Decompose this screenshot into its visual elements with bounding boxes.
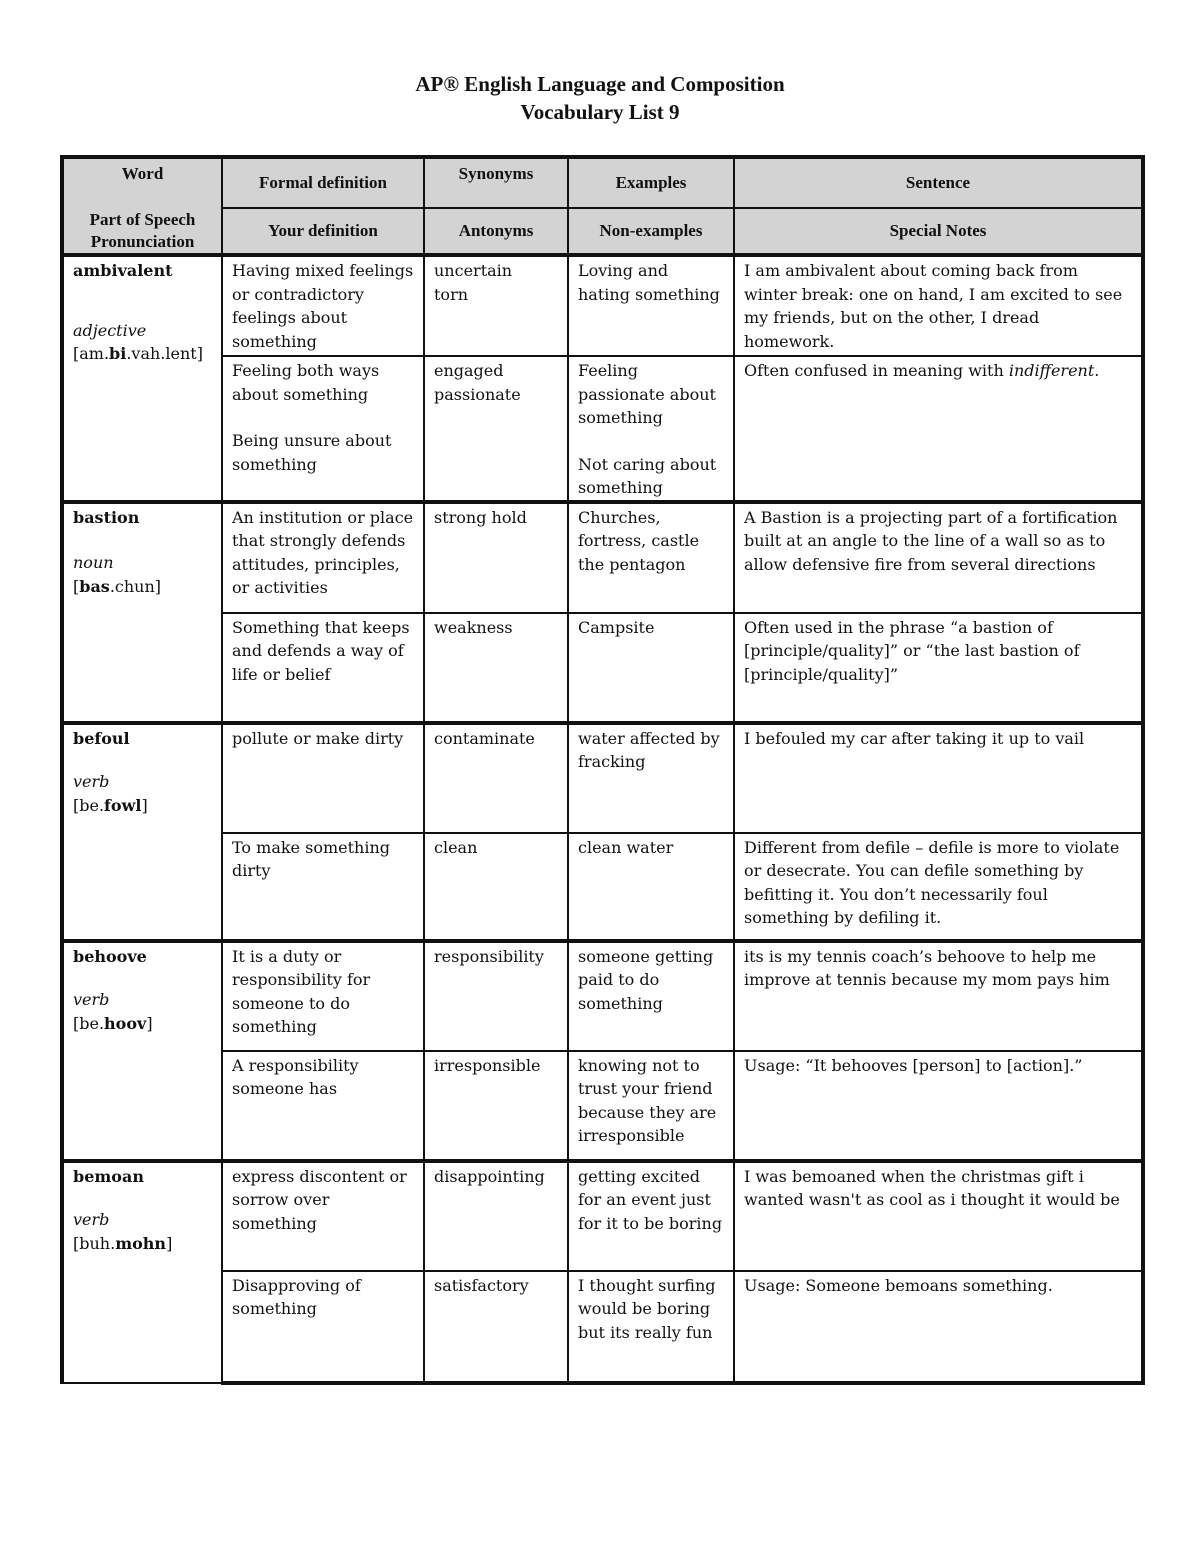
your-definition-text: Feeling both ways about something: [232, 361, 380, 404]
non-examples-cell: [568, 356, 734, 502]
sentence-cell: A Bastion is a projecting part of a fortification built at an angle to the line of a wall so as to allow defensive fire from several directions: [734, 502, 1143, 613]
your-definition-text: Being unsure about something: [232, 431, 392, 474]
header-antonyms: Antonyms: [424, 208, 568, 255]
your-definition-cell: Disapproving of something: [222, 1271, 424, 1383]
header-synonyms: Synonyms: [424, 157, 568, 208]
your-definition-cell: To make something dirty: [222, 833, 424, 941]
your-definition-cell: A responsibility someone has: [222, 1051, 424, 1161]
formal-definition-cell: An institution or place that strongly defends attitudes, principles, or activities: [222, 502, 424, 613]
table-row: [62, 502, 1143, 613]
examples-cell: someone getting paid to do something: [568, 941, 734, 1051]
examples-cell: water affected by fracking: [568, 723, 734, 833]
non-examples-cell: Campsite: [568, 613, 734, 723]
header-word: [62, 157, 222, 255]
synonyms-cell: responsibility: [424, 941, 568, 1051]
synonyms-cell: contaminate: [424, 723, 568, 833]
table-row: [62, 613, 1143, 723]
table-row: [62, 1161, 1143, 1271]
non-examples-cell: I thought surfing would be boring but its really fun: [568, 1271, 734, 1383]
header-pos-pron-label: Part of Speech Pronunciation: [89, 210, 196, 251]
vocab-word: bemoan: [73, 1166, 144, 1186]
table-row: [62, 255, 1143, 356]
header-your-definition: Your definition: [222, 208, 424, 255]
your-definition-cell: [222, 356, 424, 502]
table-row: [62, 1051, 1143, 1161]
document-title: AP® English Language and Composition: [415, 72, 785, 96]
examples-cell: Loving and hating something: [568, 255, 734, 356]
antonyms-cell: engaged passionate: [424, 356, 568, 502]
your-definition-cell: Something that keeps and defends a way of life or belief: [222, 613, 424, 723]
synonyms-cell: uncertain torn: [424, 255, 568, 356]
formal-definition-cell: Having mixed feelings or contradictory feelings about something: [222, 255, 424, 356]
word-cell: [62, 941, 222, 1161]
sentence-cell: I am ambivalent about coming back from winter break: one on hand, I am excited to see my friends, but on the other, I dread homework.: [734, 255, 1143, 356]
pronunciation: [buh.mohn]: [73, 1233, 173, 1253]
special-notes-cell: Usage: “It behooves [person] to [action].”: [734, 1051, 1143, 1161]
word-cell: [62, 723, 222, 941]
sentence-cell: I was bemoaned when the christmas gift i wanted wasn't as cool as i thought it would be: [734, 1161, 1143, 1271]
part-of-speech: noun: [73, 553, 114, 572]
non-example-text: Not caring about something: [578, 454, 717, 497]
table-row: [62, 941, 1143, 1051]
synonyms-cell: strong hold: [424, 502, 568, 613]
header-formal-definition: Formal definition: [222, 157, 424, 208]
non-example-text: Feeling passionate about something: [578, 361, 716, 427]
word-cell: [62, 1161, 222, 1383]
header-word-label: Word: [121, 164, 164, 183]
document-title-block: [0, 70, 1200, 126]
non-examples-cell: clean water: [568, 833, 734, 941]
header-sentence: Sentence: [734, 157, 1143, 208]
special-notes-cell: Usage: Someone bemoans something.: [734, 1271, 1143, 1383]
table-row: [62, 833, 1143, 941]
table-row: [62, 356, 1143, 502]
vocab-word: bastion: [73, 507, 140, 527]
non-examples-cell: knowing not to trust your friend because they are irresponsible: [568, 1051, 734, 1161]
formal-definition-cell: express discontent or sorrow over something: [222, 1161, 424, 1271]
antonyms-cell: clean: [424, 833, 568, 941]
header-non-examples: Non-examples: [568, 208, 734, 255]
vocab-word: behoove: [73, 946, 147, 966]
word-cell: [62, 255, 222, 502]
sentence-cell: I befouled my car after taking it up to vail: [734, 723, 1143, 833]
vocab-word: ambivalent: [73, 261, 173, 280]
part-of-speech: adjective: [73, 320, 147, 340]
vocab-word: befoul: [73, 728, 130, 748]
antonyms-cell: weakness: [424, 613, 568, 723]
part-of-speech: verb: [73, 772, 110, 791]
document-subtitle: Vocabulary List 9: [520, 100, 680, 124]
special-notes-cell: Different from defile – defile is more to violate or desecrate. You can defile something by befitting it. You don’t necessarily foul something by defiling it.: [734, 833, 1143, 941]
formal-definition-cell: pollute or make dirty: [222, 723, 424, 833]
special-notes-cell: Often used in the phrase “a bastion of [principle/quality]” or “the last bastion of [principle/quality]”: [734, 613, 1143, 723]
header-special-notes: Special Notes: [734, 208, 1143, 255]
pronunciation: [be.hoov]: [73, 1013, 153, 1033]
pronunciation: [be.fowl]: [73, 795, 148, 815]
examples-cell: getting excited for an event just for it to be boring: [568, 1161, 734, 1271]
header-examples: Examples: [568, 157, 734, 208]
word-cell: [62, 502, 222, 723]
antonyms-cell: irresponsible: [424, 1051, 568, 1161]
pronunciation: [am.bi.vah.lent]: [73, 344, 203, 363]
sentence-cell: its is my tennis coach’s behoove to help me improve at tennis because my mom pays him: [734, 941, 1143, 1051]
part-of-speech: verb: [73, 1210, 110, 1229]
vocabulary-table: [60, 155, 1145, 1385]
special-notes-cell: Often confused in meaning with indifferent.: [734, 356, 1143, 502]
antonyms-cell: satisfactory: [424, 1271, 568, 1383]
table-row: [62, 1271, 1143, 1383]
synonyms-cell: disappointing: [424, 1161, 568, 1271]
formal-definition-cell: It is a duty or responsibility for someone to do something: [222, 941, 424, 1051]
examples-cell: Churches, fortress, castle the pentagon: [568, 502, 734, 613]
part-of-speech: verb: [73, 990, 110, 1009]
table-row: [62, 723, 1143, 833]
pronunciation: [bas.chun]: [73, 576, 162, 596]
